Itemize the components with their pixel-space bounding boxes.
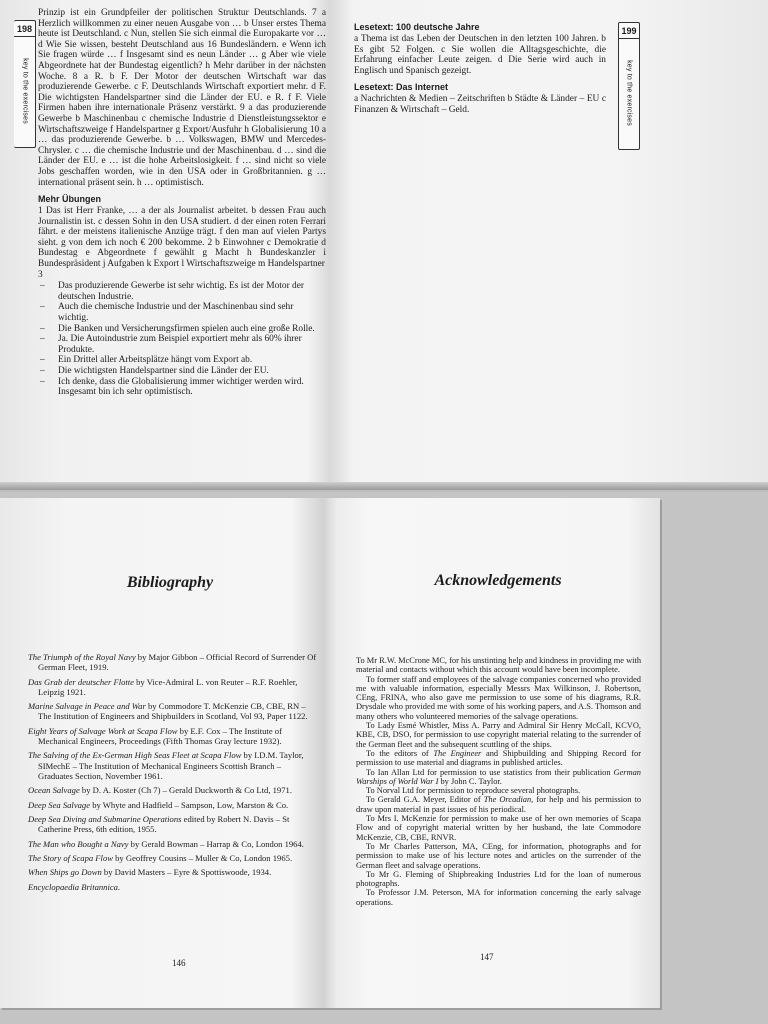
acknowledgement-text-pre: To Professor J.M. Peterson, MA for information concerning the early salvage operations. xyxy=(356,888,641,907)
book-details: by Whyte and Hadfield – Sampson, Low, Marston & Co. xyxy=(90,799,289,810)
mehr-uebungen-paragraph: 1 Das ist Herr Franke, … a der als Journalist arbeitet. b dessen Frau auch Journalistin ist. c dessen Sohn in den USA studiert. d der einen roten Ferrari fährt. e der meistens italienische Anzüge trägt. f den man auf vielen Partys sieht. g von dem ich noch € 200 bekomme. 2 b Einwohner c Demokratie d Bundestag e Abgeordnete f gewählt g Macht h Bundeskanzler i Bundespräsident j Aufgaben k Export l Wirtschaftszweige m Handelspartner xyxy=(38,206,326,270)
bibliography-list xyxy=(28,652,318,896)
page-tab-left xyxy=(14,20,36,148)
acknowledgement-paragraph xyxy=(356,675,641,721)
book-title: The Man who Bought a Navy xyxy=(28,838,129,849)
acknowledgement-paragraph xyxy=(356,870,641,889)
bibliography-title: Bibliography xyxy=(126,574,214,591)
acknowledgement-text-post: by John C. Taylor. xyxy=(438,776,502,786)
lesetext-100-jahre-heading: Lesetext: 100 deutsche Jahre xyxy=(354,22,480,32)
top-book-spread xyxy=(0,0,768,490)
book-title: Marine Salvage in Peace and War xyxy=(28,701,146,712)
book-details: by David Masters – Eyre & Spottiswoode, 1934. xyxy=(101,867,272,878)
book-details: by Geoffrey Cousins – Muller & Co, London 1965. xyxy=(112,852,293,863)
bibliography-entry xyxy=(28,726,318,746)
acknowledgement-paragraph xyxy=(356,768,641,787)
book-title: Ocean Salvage xyxy=(28,785,80,796)
lesetext-internet-text: a Nachrichten & Medien – Zeitschriften b Städte & Länder – EU c Finanzen & Wirtschaft – Geld. xyxy=(354,94,606,115)
bibliography-entry xyxy=(28,867,318,877)
bibliography-entry xyxy=(28,839,318,849)
acknowledgement-paragraph xyxy=(356,721,641,749)
page-number-199: 199 xyxy=(619,23,639,39)
acknowledgements-title: Acknowledgements xyxy=(434,572,562,589)
acknowledgements-page xyxy=(354,498,642,1008)
list-item: – Ja. Die Autoindustrie zum Beispiel exportiert mehr als 60% ihrer Produkte. xyxy=(38,334,326,355)
book-title: Deep Sea Salvage xyxy=(28,799,91,810)
acknowledgement-text-pre: To Mr G. Fleming of Shipbreaking Industries Ltd for the loan of numerous photographs. xyxy=(356,869,641,889)
list-item: – Die Banken und Versicherungsfirmen spielen auch eine große Rolle. xyxy=(38,324,326,335)
acknowledgement-text-pre: To Mr Charles Patterson, MA, CEng, for information, photographs and for permission to make use of his lecture notes and articles on the surrender of the German fleet and salvage operations. xyxy=(356,841,641,870)
tab-label-right: key to the exercises xyxy=(625,60,633,126)
key-answers-paragraph: Prinzip ist ein Grundpfeiler der politischen Struktur Deutschlands. 7 a Herzlich willkommen zu einer neuen Ausgabe von … b Unser erstes Thema heute ist Deutschland. c Nun, stellen Sie sich einmal die Europakarte vor … d Wie Sie wissen, besteht Deutschland aus 16 Bundesländern. e Wenn ich Sie fragen würde … f Insgesamt sind es neun Länder … g Aber wie viele Abgeordnete hat der Bundestag eigentlich? h Mehr darüber in der nächsten Woche. 8 a R. b F. Der Motor der deutschen Wirtschaft war das produzierende Gewerbe. c F. Deutschlands Wirtschaft exportiert mehr. d F. Die wichtigsten Handelspartner sind die Länder der EU. e R. f F. Viele Firmen haben ihre internationale Präsenz verstärkt. 9 a das produzierende Gewerbe b Maschinenbau c chemische Industrie d Dienstleistungssektor e Wirtschaftszweige f Handelspartner g Export/Ausfuhr h Globalisierung 10 a … das produzierende Gewerbe. b … Volkswagen, BMW und Mercedes-Chrysler. c … die chemische Industrie und der Maschinenbau. d … sind die Länder der EU. e … ist die hohe Arbeitslosigkeit. f … sind nicht so viele Jobs geschaffen worden, wie in den USA oder in Großbritannien. g … international präsent sein. h … optimistisch. xyxy=(38,8,326,188)
page-number-147: 147 xyxy=(480,952,494,962)
acknowledgement-paragraph xyxy=(356,842,641,870)
bibliography-entry xyxy=(28,800,318,810)
book-details: by Vice-Admiral L. von Reuter – R.F. Roehler, Leipzig 1921. xyxy=(38,676,298,697)
bibliography-entry xyxy=(28,814,318,834)
book-title: Deep Sea Diving and Submarine Operations xyxy=(28,813,182,824)
page-tab-right xyxy=(618,22,640,150)
page-number-146: 146 xyxy=(172,958,186,968)
acknowledgement-text-pre: To Lady Esmé Whistler, Miss A. Parry and Admiral Sir Henry McCall, KCVO, KBE, CB, DSO, for permission to use copyright material relating to the surrender of the German fleet and the subsequent scuttling of the ships. xyxy=(356,721,641,749)
acknowledgement-text-ital: The Engineer xyxy=(433,748,482,758)
bibliography-entry xyxy=(28,853,318,863)
list-item: – Ein Drittel aller Arbeitsplätze hängt vom Export ab. xyxy=(38,355,326,366)
acknowledgement-paragraph xyxy=(356,888,641,907)
list-item: – Die wichtigsten Handelspartner sind die Länder der EU. xyxy=(38,366,326,377)
bibliography-page xyxy=(22,498,318,1008)
book-details: by Gerald Bowman – Harrap & Co, London 1964. xyxy=(128,838,304,849)
acknowledgement-text-pre: To Gerald G.A. Meyer, Editor of xyxy=(366,795,484,805)
bibliography-entry xyxy=(28,677,318,697)
book-title: The Story of Scapa Flow xyxy=(28,852,113,863)
exercise-3-label: 3 xyxy=(38,269,43,280)
acknowledgement-text-pre: To Mr R.W. McCrone MC, for his unstinting help and kindness in providing me with material and contacts without which this account would have been incomplete. xyxy=(356,656,642,675)
acknowledgement-text-pre: To Ian Allan Ltd for permission to use statistics from their publication xyxy=(366,767,614,777)
acknowledgement-text-ital: German Warships of World War I xyxy=(356,767,641,786)
lesetext-internet-heading: Lesetext: Das Internet xyxy=(354,82,449,93)
tab-label-left: key to the exercises xyxy=(21,58,28,124)
acknowledgement-text-pre: To Norval Ltd for permission to reproduce several photographs. xyxy=(366,786,581,796)
book-details: by I.D.M. Taylor, SIMechE – The Institution of Mechanical Engineers Scottish Branch – Graduates Section, November 1961. xyxy=(38,750,304,781)
bibliography-entry xyxy=(28,652,318,672)
list-item: – Ich denke, dass die Globalisierung immer wichtiger werden wird. Insgesamt bin ich sehr optimistisch. xyxy=(38,377,326,398)
page-number-198: 198 xyxy=(14,21,35,37)
list-item: – Auch die chemische Industrie und der Maschinenbau sind sehr wichtig. xyxy=(38,302,326,323)
open-book xyxy=(0,498,660,1008)
bibliography-entry xyxy=(28,785,318,795)
book-title: When Ships go Down xyxy=(28,867,102,878)
acknowledgement-text-post: , for help and his permission to draw upon material in past issues of his periodical. xyxy=(356,795,642,814)
book-title: Das Grab der deutscher Flotte xyxy=(28,676,134,687)
acknowledgement-paragraph xyxy=(356,786,641,795)
bibliography-entry xyxy=(28,882,318,892)
book-details: by D. A. Koster (Ch 7) – Gerald Duckworth & Co Ltd, 1971. xyxy=(79,785,292,796)
acknowledgement-text-pre: To former staff and employees of the salvage companies concerned who provided me with valuable information, especially Messrs Max Wilkinson, J. Robertson, CEng, FRINA, who also gave me permission to use some of his diagrams, R.R. Drysdale who provided me with some of his working papers, and A.S. Thomson and many others who volunteered memories of the salvage operations. xyxy=(356,674,641,721)
mehr-uebungen-heading: Mehr Übungen xyxy=(38,194,101,205)
book-details: edited by Robert N. Davis – St Catherine Press, 6th edition, 1955. xyxy=(38,813,290,835)
book-details: by Major Gibbon – Official Record of Surrender Of German Fleet, 1919. xyxy=(38,652,317,673)
exercise-3-list xyxy=(38,281,326,398)
acknowledgement-text-ital: The Orcadian xyxy=(483,795,532,805)
book-details: by E.F. Cox – The Institute of Mechanical Engineers, Proceedings (Fifth Thomas Gray lecture 1932). xyxy=(38,725,282,746)
page-199 xyxy=(354,8,606,116)
acknowledgement-paragraph xyxy=(356,814,641,842)
acknowledgement-text-pre: To the editors of xyxy=(366,748,434,758)
list-item: – Das produzierende Gewerbe ist sehr wichtig. Es ist der Motor der deutschen Industrie. xyxy=(38,281,326,302)
bottom-book-spread xyxy=(0,492,768,1024)
book-title: The Triumph of the Royal Navy xyxy=(28,652,136,662)
acknowledgement-paragraph xyxy=(356,749,641,768)
acknowledgement-paragraph xyxy=(356,656,641,675)
book-title: Eight Years of Salvage Work at Scapa Flow xyxy=(28,725,178,736)
page-198 xyxy=(38,8,326,398)
bibliography-entry xyxy=(28,701,318,721)
book-title: Encyclopaedia Britannica. xyxy=(28,881,121,892)
acknowledgement-paragraph xyxy=(356,795,641,814)
bibliography-entry xyxy=(28,750,318,781)
lesetext-100-jahre-text: a Thema ist das Leben der Deutschen in den letzten 100 Jahren. b Es gibt 52 Folgen. c Sie wollen die Alltagsgeschichte, die Erfahrung einfacher Leute zeigen. d Die Serie wird auch in Englisch und Spanisch gezeigt. xyxy=(354,34,606,76)
acknowledgement-text-post: and Shipbuilding and Shipping Record for permission to use material and diagrams in published articles. xyxy=(356,748,641,768)
book-title: The Salving of the Ex-German High Seas Fleet at Scapa Flow xyxy=(28,750,242,761)
book-details: by Commodore T. McKenzie CB, CBE, RN – The Institution of Engineers and Shipbuilders in Scotland, Vol 93, Paper 1122. xyxy=(38,701,308,722)
acknowledgement-text-pre: To Mrs I. McKenzie for permission to make use of her own memories of Scapa Flow and of copyright material written by her husband, the late Commodore McKenzie, CB, CBE, RNVR. xyxy=(356,814,641,842)
acknowledgements-list xyxy=(356,656,641,907)
